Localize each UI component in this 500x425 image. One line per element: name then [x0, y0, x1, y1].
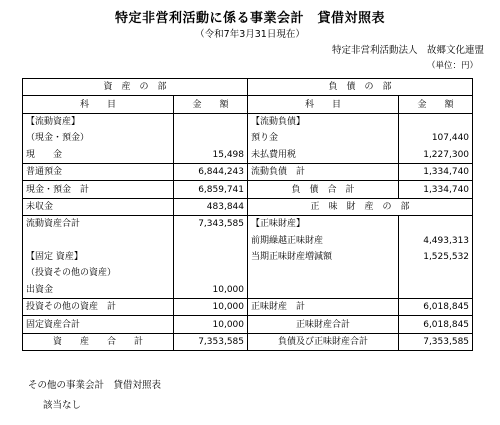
asset-label: 出資金 [23, 282, 174, 299]
asset-label: 固定資産合計 [23, 316, 174, 333]
asset-amount [174, 249, 248, 265]
liability-amount: 6,018,845 [399, 299, 473, 316]
table-row [23, 216, 473, 233]
liability-amount: 6,018,845 [399, 316, 473, 333]
liability-label: 当期正味財産増減額 [248, 249, 399, 265]
liability-amount: 1,227,300 [399, 147, 473, 164]
table-row [23, 181, 473, 198]
asset-amount: 6,859,741 [174, 181, 248, 198]
liability-label: 預り金 [248, 130, 399, 146]
table-row [23, 163, 473, 180]
asset-amount: 10,000 [174, 316, 248, 333]
column-header-amount: 金 額 [174, 96, 248, 113]
asset-label: 【流動資産】 [23, 113, 174, 130]
liability-label: 【正味財産】 [248, 216, 399, 233]
asset-amount [174, 130, 248, 146]
table-row [23, 113, 473, 130]
asset-amount: 483,844 [174, 198, 248, 215]
asset-label: 未収金 [23, 198, 174, 215]
table-row [23, 130, 473, 146]
assets-grand-total-label: 資 産 合 計 [23, 333, 174, 350]
asset-label: 普通預金 [23, 163, 174, 180]
liabilities-section-header: 負 債 の 部 [248, 79, 473, 96]
table-row [23, 299, 473, 316]
liabilities-net-assets-total-amount: 7,353,585 [399, 333, 473, 350]
unit-label: （単位：円） [426, 61, 478, 71]
organization-name: 特定非営利活動法人 故郷文化連盟 [331, 45, 484, 56]
asset-label [23, 233, 174, 249]
liability-amount: 1,525,532 [399, 249, 473, 265]
section-header-row [23, 79, 473, 96]
liability-label: 正味財産 計 [248, 299, 399, 316]
liability-amount: 107,440 [399, 130, 473, 146]
liability-amount [399, 216, 473, 233]
liability-label [248, 282, 399, 299]
liability-amount: 4,493,313 [399, 233, 473, 249]
asset-amount [174, 265, 248, 281]
grand-total-row [23, 333, 473, 350]
liabilities-net-assets-total-label: 負債及び正味財産合計 [248, 333, 399, 350]
liability-label: 未払費用税 [248, 147, 399, 164]
asset-amount [174, 233, 248, 249]
document-date: （令和7年3月31日現在） [195, 29, 305, 40]
column-header-item: 科 目 [23, 96, 174, 113]
column-header-amount: 金 額 [399, 96, 473, 113]
asset-amount: 15,498 [174, 147, 248, 164]
asset-label: （投資その他の資産） [23, 265, 174, 281]
net-assets-total-label: 正味財産合計 [248, 316, 399, 333]
other-accounts-body: 該当なし [43, 400, 82, 411]
column-header-item: 科 目 [248, 96, 399, 113]
asset-amount: 10,000 [174, 282, 248, 299]
liability-label: 流動負債 計 [248, 163, 399, 180]
liability-label: 前期繰越正味財産 [248, 233, 399, 249]
other-accounts-title: その他の事業会計 貸借対照表 [28, 380, 162, 391]
column-header-row [23, 96, 473, 113]
assets-grand-total-amount: 7,353,585 [174, 333, 248, 350]
liability-amount [399, 282, 473, 299]
liability-amount: 1,334,740 [399, 181, 473, 198]
asset-label: 現 金 [23, 147, 174, 164]
table-row [23, 249, 473, 265]
asset-amount: 6,844,243 [174, 163, 248, 180]
asset-label: （現金・預金） [23, 130, 174, 146]
liability-amount [399, 113, 473, 130]
asset-label: 流動資産合計 [23, 216, 174, 233]
balance-sheet-table [22, 78, 473, 351]
asset-amount: 7,343,585 [174, 216, 248, 233]
table-row [23, 316, 473, 333]
asset-amount: 10,000 [174, 299, 248, 316]
asset-label: 投資その他の資産 計 [23, 299, 174, 316]
liability-amount: 1,334,740 [399, 163, 473, 180]
net-assets-section-header: 正 味 財 産 の 部 [248, 198, 473, 215]
liability-label: 【流動負債】 [248, 113, 399, 130]
asset-amount [174, 113, 248, 130]
table-row [23, 198, 473, 215]
assets-section-header: 資 産 の 部 [23, 79, 248, 96]
table-row [23, 233, 473, 249]
table-row [23, 265, 473, 281]
document-title: 特定非営利活動に係る事業会計 貸借対照表 [114, 11, 385, 26]
table-row [23, 147, 473, 164]
liability-amount [399, 265, 473, 281]
table-row [23, 282, 473, 299]
liability-total-label: 負 債 合 計 [248, 181, 399, 198]
asset-label: 【固定 資産】 [23, 249, 174, 265]
liability-label [248, 265, 399, 281]
asset-label: 現金・預金 計 [23, 181, 174, 198]
